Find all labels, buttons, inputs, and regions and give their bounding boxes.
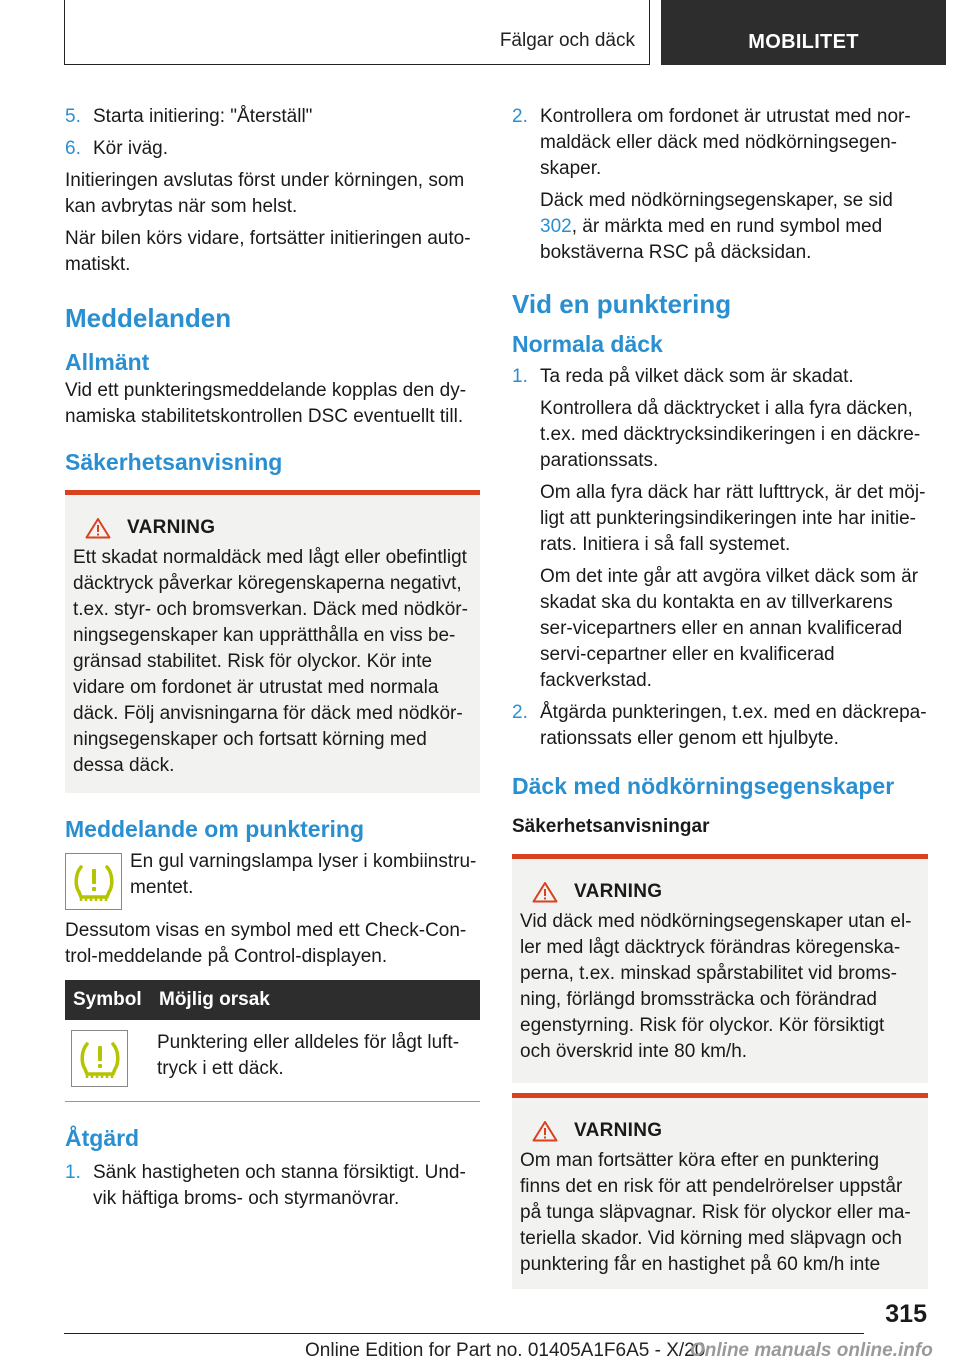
list-item (65, 1160, 480, 1212)
list-subtext (540, 188, 928, 266)
footer-edition: Online Edition for Part no. 01405A1F6A5 - X/20 (305, 1340, 706, 1361)
chapter-tab[interactable]: MOBILITET (661, 0, 946, 65)
list-number: 2. (512, 702, 528, 723)
watermark: Online manuals online.info (690, 1340, 933, 1361)
list-item (65, 136, 480, 162)
warning-header (520, 881, 920, 903)
list-body (540, 700, 928, 752)
warning-triangle-icon (85, 517, 111, 539)
list-text: Kontrollera då däcktrycket i alla fyra däcken, t.ex. med däcktrycksindikeringen i en däckre-parationssats. (540, 398, 921, 471)
list-number: 1. (65, 1162, 81, 1183)
warning-box (512, 1093, 928, 1289)
list-body (540, 104, 928, 266)
lamp-text: En gul varningslampa lyser i kombiinstru-mentet. (130, 851, 477, 898)
warning-triangle-icon (532, 1120, 558, 1142)
warning-label: VARNING (127, 517, 216, 538)
warning-triangle-icon (532, 881, 558, 903)
warning-header (73, 517, 472, 539)
list-number: 6. (65, 138, 81, 159)
warning-text: Ett skadat normaldäck med lågt eller obefintligt däcktryck påverkar köregenskaperna negativt, t.ex. styr- och bromsverkan. Däck med nödkör-ningsegenskaper kan upprätthålla en viss be-gränsad stabilitet. Risk för olyckor. Kör inte vidare om fordonet är utrustat med normala däck. Följ anvisningarna för däck med nödkör-ningsegenskaper och fortsatt körning med dessa däck. (73, 547, 468, 776)
list-text: Kontrollera om fordonet är utrustat med nor-maldäck eller däck med nödkörningsegen-skaper. (540, 106, 911, 179)
tire-pressure-warning-icon (71, 1030, 128, 1087)
tire-pressure-warning-icon (65, 853, 122, 910)
list-text: Om det inte går att avgöra vilket däck som är skadat ska du kontakta en av tillverkarens ser-vicepartners eller en annan kvalificerad servi-cepartner eller en kvalificerad fackverkstad. (540, 566, 919, 691)
table-row (65, 1020, 480, 1102)
list-text: Sänk hastigheten och stanna försiktigt. Und-vik häftiga broms- och styrmanövrar. (93, 1162, 466, 1209)
heading-meddelande-punktering: Meddelande om punktering (65, 816, 365, 842)
list-body (540, 364, 928, 694)
table-header-symbol: Symbol (65, 980, 151, 1020)
heading-sakerhetsanvisningar: Säkerhetsanvisningar (512, 816, 710, 837)
list-number: 2. (512, 106, 528, 127)
table-header-cause: Möjlig orsak (151, 980, 480, 1020)
heading-meddelanden: Meddelanden (65, 303, 232, 333)
header-frame (64, 0, 650, 65)
left-column (65, 104, 480, 1218)
table-cell-symbol (65, 1020, 151, 1102)
page-number: 315 (885, 1300, 927, 1328)
warning-label: VARNING (574, 1120, 663, 1141)
section-title: Fälgar och däck (499, 30, 635, 51)
heading-dack-nodkorning: Däck med nödkörningsegenskaper (512, 773, 895, 799)
heading-sakerhetsanvisning: Säkerhetsanvisning (65, 449, 283, 475)
warning-text: Vid däck med nödkörningsegenskaper utan el-ler med lågt däcktryck förändras köregenska-perna, t.ex. minskad spårstabilitet vid broms-ning, förlängd bromssträcka och förändrad egenstyrning. Risk för olyckor. Kör försiktigt och överskrid inte 80 km/h. (520, 911, 912, 1062)
list-text: Åtgärda punkteringen, t.ex. med en däckrepa-rationssats eller genom ett hjulbyte. (540, 702, 927, 749)
list-text: Starta initiering: "Återställ" (93, 106, 313, 127)
heading-vid-punktering: Vid en punktering (512, 289, 732, 319)
list-number: 1. (512, 366, 528, 387)
list-text: Kör iväg. (93, 138, 168, 159)
paragraph: Vid ett punkteringsmeddelande kopplas den dy-namiska stabilitetskontrollen DSC eventuellt till. (65, 380, 467, 427)
warning-text: Om man fortsätter köra efter en punktering finns det en risk för att pendelrörelser uppstår på tunga släpvagnar. Risk för olyckor eller ma-teriella skador. Vid körning med släpvagn och punktering får en hastighet på 60 km/h inte (520, 1150, 911, 1275)
symbol-table (65, 980, 480, 1102)
subtext-a: Däck med nödkörningsegenskaper, se sid (540, 190, 893, 211)
heading-atgard: Åtgärd (65, 1125, 140, 1151)
warning-box (512, 854, 928, 1083)
list-number: 5. (65, 106, 81, 127)
subtext-b: , är märkta med en rund symbol med bokstäverna RSC på däcksidan. (540, 216, 883, 263)
heading-allmant: Allmänt (65, 349, 150, 375)
right-column (512, 104, 928, 1309)
list-text: Ta reda på vilket däck som är skadat. (540, 366, 854, 387)
page-link-302[interactable]: 302 (540, 216, 572, 237)
warning-box (65, 490, 480, 793)
list-item (512, 700, 928, 752)
table-cell-cause: Punktering eller alldeles för lågt luft-tryck i ett däck. (151, 1020, 480, 1102)
paragraph: När bilen körs vidare, fortsätter initieringen auto-matiskt. (65, 228, 471, 275)
warning-label: VARNING (574, 881, 663, 902)
list-item (512, 364, 928, 694)
heading-normala-dack: Normala däck (512, 331, 663, 357)
paragraph: Initieringen avslutas först under körningen, som kan avbrytas när som helst. (65, 170, 465, 217)
warning-header (520, 1120, 920, 1142)
list-text: Om alla fyra däck har rätt lufttryck, är det möj-ligt att punkteringsindikeringen inte har initie-rats. Initiera i så fall systemet. (540, 482, 926, 555)
footer-divider (64, 1333, 864, 1334)
list-item (512, 104, 928, 266)
paragraph: Dessutom visas en symbol med ett Check-Con-trol-meddelande på Control-displayen. (65, 920, 467, 967)
list-item (65, 104, 480, 130)
lamp-row (65, 849, 480, 910)
